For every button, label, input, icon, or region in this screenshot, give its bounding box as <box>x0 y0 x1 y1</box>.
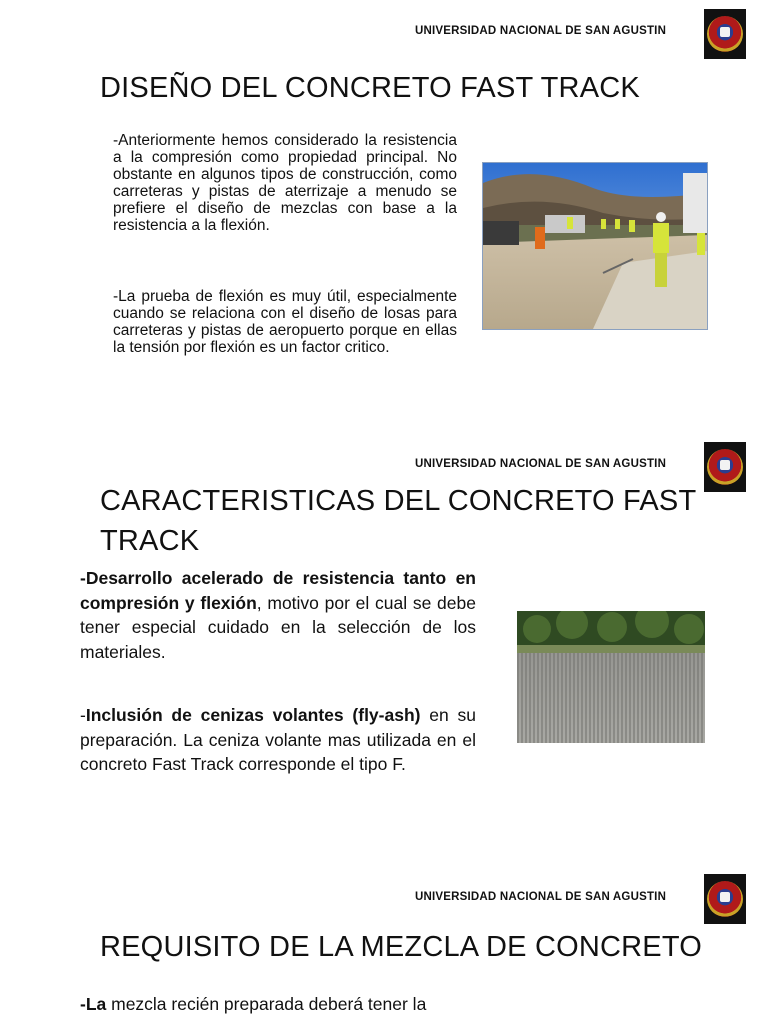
paragraph-1 <box>80 992 508 1017</box>
seal-icon <box>707 881 743 917</box>
road-construction-image <box>483 163 707 329</box>
paragraph-1-text: mezcla recién preparada deberá tener la <box>106 994 427 1014</box>
slide-title: REQUISITO DE LA MEZCLA DE CONCRETO <box>100 931 702 963</box>
university-logo <box>704 442 746 492</box>
university-header: UNIVERSIDAD NACIONAL DE SAN AGUSTIN <box>415 891 667 903</box>
paragraph-2: -La prueba de flexión es muy útil, especialmente cuando se relaciona con el diseño de losas para carreteras y pistas de aeropuerto porque en ellas la tensión por flexión es un factor critico. <box>113 288 457 356</box>
slide-title-line-1: CARACTERISTICAS DEL CONCRETO FAST <box>100 485 697 517</box>
university-logo <box>704 9 746 59</box>
seal-icon <box>707 16 743 52</box>
paragraph-1-bold: -Desarrollo acelerado de resistencia tanto en compresión y flexión <box>80 568 476 613</box>
slide-title-line-2: TRACK <box>100 525 200 557</box>
textured-concrete-photo <box>517 611 705 743</box>
paragraph-1-text: , motivo por el cual se debe tener especial cuidado en la selección de los materiales. <box>80 592 476 662</box>
university-header: UNIVERSIDAD NACIONAL DE SAN AGUSTIN <box>415 25 667 37</box>
slide-2 <box>0 430 768 850</box>
road-construction-photo <box>482 162 708 330</box>
paragraph-2-text: en su preparación. La ceniza volante mas utilizada en el concreto Fast Track corresponde el tipo F. <box>80 705 476 774</box>
seal-icon <box>707 449 743 485</box>
slide-3 <box>0 860 768 1024</box>
paragraph-1: -Anteriormente hemos considerado la resistencia a la compresión como propiedad principal. No obstante en algunos tipos de construcción, como carreteras y pistas de aterrizaje a menudo se prefiere el diseño de mezclas con base a la resistencia a la flexión. <box>113 132 457 234</box>
paragraph-1-bold: -La <box>80 994 107 1014</box>
university-logo <box>704 874 746 924</box>
paragraph-2-bold: Inclusión de cenizas volantes (fly-ash) <box>85 705 421 725</box>
slide-1 <box>0 0 768 420</box>
concrete-surface-image <box>517 611 705 743</box>
paragraph-2 <box>80 703 476 777</box>
paragraph-2-prefix: - <box>80 705 86 725</box>
slide-title: DISEÑO DEL CONCRETO FAST TRACK <box>100 72 640 104</box>
paragraph-1 <box>80 566 476 664</box>
university-header: UNIVERSIDAD NACIONAL DE SAN AGUSTIN <box>415 458 667 470</box>
